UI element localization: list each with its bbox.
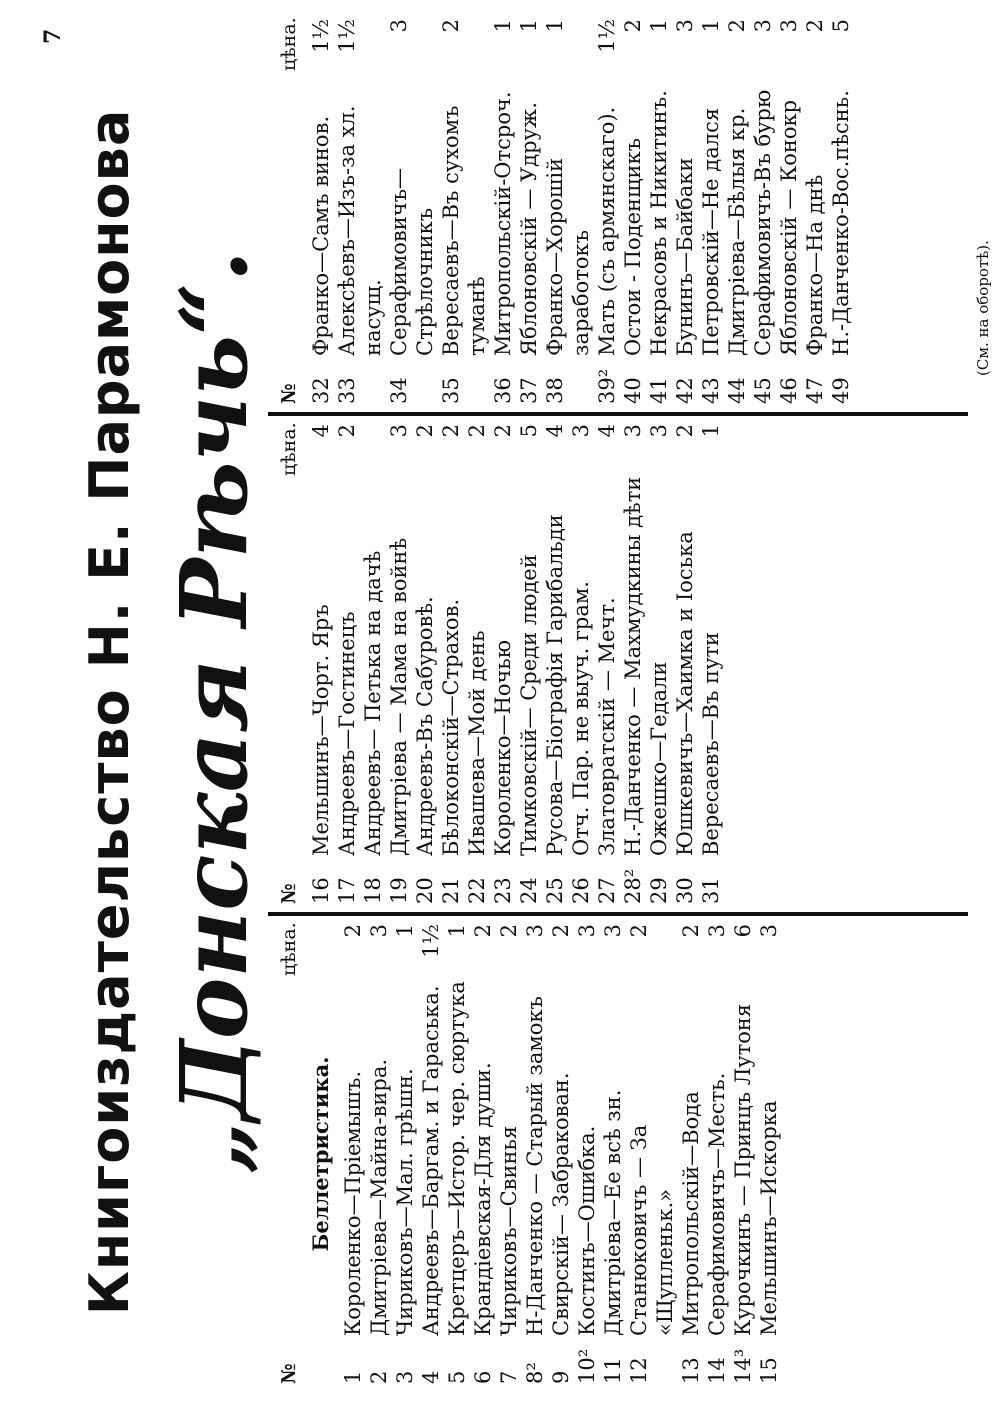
entry-title: Серафимовичъ—Месть.: [705, 1072, 729, 1336]
entry-price: 2: [413, 424, 437, 438]
entry-title: Короленко—Ночью: [491, 639, 515, 856]
entry-price: 4: [595, 424, 619, 438]
entry-price: 2: [465, 424, 489, 438]
list-item: [392, 924, 418, 1384]
entry-title: Костинъ—Ошибка.: [575, 1125, 599, 1336]
entry-price: 3: [777, 19, 801, 33]
entry-number: 13: [679, 1357, 703, 1384]
entry-title: Некрасовъ и Никитинъ.: [647, 90, 671, 356]
entry-number: 16: [309, 877, 333, 904]
entry-title: Кретцеръ—Истор. чер. сюртука: [445, 981, 469, 1336]
entry-number: 27: [595, 877, 619, 904]
entry-price: 1: [543, 19, 567, 33]
entry-price: 2: [621, 19, 645, 33]
list-item: [438, 19, 490, 404]
entry-number: 20: [413, 877, 437, 904]
entry-title: Дмитріева—Ее всѣ зн.: [601, 1089, 625, 1336]
entry-number: 34: [387, 377, 411, 404]
entry-list: [308, 19, 854, 404]
list-item: [516, 19, 542, 404]
entry-title: Дмитріева—Бѣлыя кр.: [725, 107, 749, 356]
entry-title: Яблоновскій — Конокр: [777, 99, 801, 356]
entry-price: 1: [647, 19, 671, 33]
entry-price: 3: [367, 924, 391, 938]
entry-title: Бунинъ—Байбаки: [673, 157, 697, 356]
entry-price: 1½: [419, 924, 443, 958]
column-header: [268, 19, 302, 404]
entry-title: Мельшинъ—Чорт. Яръ: [309, 604, 333, 856]
list-item: [594, 19, 620, 404]
list-item: [522, 924, 548, 1384]
entry-price: 2: [803, 19, 827, 33]
list-item: [594, 424, 620, 904]
price-header: цѣна.: [278, 17, 300, 71]
entry-number: 15: [757, 1357, 781, 1384]
entry-price: 2: [491, 424, 515, 438]
entry-title: Крандіевская-Для души.: [471, 1062, 495, 1336]
page-mark: 7: [40, 28, 66, 44]
entry-title: Серафимовичъ—Стрѣлочникъ: [387, 168, 437, 356]
entry-title: Чириковъ—Мал. грѣшн.: [393, 1068, 417, 1336]
list-item: [698, 424, 724, 904]
list-item: [704, 924, 730, 1384]
entry-price: 1: [699, 19, 723, 33]
entry-title: Чириковъ—Свинья: [497, 1125, 521, 1336]
list-item: [548, 924, 574, 1384]
entry-title: Н.-Данченко-Вос.пѣснь.: [829, 90, 853, 356]
list-item: [464, 424, 490, 904]
entry-title: Серафимовичъ-Въ бурю: [751, 89, 775, 356]
list-item: [646, 424, 672, 904]
entry-price: 2: [341, 924, 365, 938]
section-title: Беллетристика.: [308, 1056, 333, 1252]
list-item: [308, 19, 334, 404]
entry-number: 41: [647, 377, 671, 404]
entry-number: 37: [517, 377, 541, 404]
list-item: [366, 924, 392, 1384]
entry-price: 1: [445, 924, 469, 938]
entry-title: Вересаевъ—Въ пути: [699, 631, 723, 856]
list-item: [470, 924, 496, 1384]
entry-number: 17: [335, 877, 359, 904]
entry-price: 3: [751, 19, 775, 33]
entry-price: 1½: [335, 19, 359, 53]
list-item: [516, 424, 542, 904]
entry-price: 1: [517, 19, 541, 33]
entry-price: 2: [439, 424, 463, 438]
entry-price: 1½: [309, 19, 333, 53]
entry-title: Отч. Пар. не выуч. грам.: [569, 581, 593, 856]
list-item: [750, 19, 776, 404]
list-item: [678, 924, 704, 1384]
list-item: [600, 924, 626, 1384]
entry-title: Андреевъ—Баргам. и Гараська.: [419, 985, 443, 1336]
entry-title: Франко—На днѣ: [803, 174, 827, 356]
entry-title: Н.-Данченко — Махмудкины дѣти: [621, 476, 645, 856]
list-item: [620, 19, 646, 404]
entry-price: 2: [497, 924, 521, 938]
entry-title: Дмитріева—Майна-вира.: [367, 1058, 391, 1336]
list-item: [646, 19, 672, 404]
entry-price: 3: [647, 424, 671, 438]
entry-title: Андреевъ—Гостинецъ: [335, 611, 359, 856]
entry-price: 3: [575, 924, 599, 938]
entry-number: 42: [673, 377, 697, 404]
entry-price: 3: [387, 424, 411, 438]
entry-number: 31: [699, 877, 723, 904]
list-item: [756, 924, 782, 1384]
entry-title: Тимковскій— Среди людей: [517, 554, 541, 856]
entry-title: Дмитріева — Мама на войнѣ: [387, 537, 411, 856]
entry-number: 46: [777, 377, 801, 404]
entry-price: 4: [309, 424, 333, 438]
number-header: №: [278, 383, 300, 404]
entry-price: 2: [627, 924, 651, 938]
entry-number: 6: [471, 1370, 495, 1384]
entry-title: Андреевъ— Петька на дачѣ: [361, 550, 385, 856]
entry-number: 28²: [621, 868, 645, 904]
entry-title: Петровскій—Не дался: [699, 107, 723, 356]
entry-number: 14: [705, 1357, 729, 1384]
column-divider: [268, 412, 968, 416]
entry-price: 3: [757, 924, 781, 938]
entry-number: 25: [543, 877, 567, 904]
entry-title: Свирскій— Забракован.: [549, 1072, 573, 1336]
entry-list: [308, 424, 724, 904]
entry-title: Ожешко—Гедали: [647, 661, 671, 856]
column-header: [268, 424, 302, 904]
list-item: [386, 19, 438, 404]
entry-price: 5: [517, 424, 541, 438]
list-item: [568, 424, 594, 904]
entry-number: 47: [803, 377, 827, 404]
entry-number: 38: [543, 377, 567, 404]
entry-price: 1: [393, 924, 417, 938]
entry-price: 2: [673, 424, 697, 438]
list-item: [412, 424, 438, 904]
list-item: [698, 19, 724, 404]
list-item: [334, 424, 360, 904]
entry-number: 4: [419, 1370, 443, 1384]
entry-title: Франко—Хорошій заработокъ: [543, 157, 593, 356]
entry-number: 1: [341, 1370, 365, 1384]
list-item: [542, 424, 568, 904]
price-header: цѣна.: [278, 422, 300, 476]
entry-number: 12: [627, 1357, 651, 1384]
entry-title: Яблоновскій — Удруж.: [517, 102, 541, 356]
entry-number: 24: [517, 877, 541, 904]
list-item: [340, 924, 366, 1384]
entry-number: 26: [569, 877, 593, 904]
entry-number: 11: [601, 1357, 625, 1384]
entry-title: Н-Данченко — Старый замокъ: [523, 996, 547, 1336]
entry-price: 2: [679, 924, 703, 938]
list-item: [490, 19, 516, 404]
entry-price: 2: [549, 924, 573, 938]
list-item: [620, 424, 646, 904]
list-item: [802, 19, 828, 404]
entry-number: 35: [439, 377, 463, 404]
entry-title: Андреевъ-Въ Сабуровѣ.: [413, 596, 437, 856]
entry-price: 5: [829, 19, 853, 33]
entry-number: 43: [699, 377, 723, 404]
entry-price: 3: [387, 19, 411, 33]
entry-number: 45: [751, 377, 775, 404]
entry-price: [360, 424, 386, 476]
entry-title: Алексѣевъ—Изъ-за хл. насущ.: [335, 105, 385, 356]
entry-number: 19: [387, 877, 411, 904]
entry-number: 49: [829, 377, 853, 404]
list-item: [490, 424, 516, 904]
entry-number: 32: [309, 377, 333, 404]
list-item: [574, 924, 600, 1384]
entry-number: 22: [465, 877, 489, 904]
list-item: [672, 424, 698, 904]
list-item: [828, 19, 854, 404]
publication-logo: „Донская Рѣчь“.: [160, 250, 268, 1174]
entry-number: 21: [439, 877, 463, 904]
entry-title: Митропольскій-Отсроч.: [491, 91, 515, 356]
list-item: [308, 424, 334, 904]
entry-price: 3: [601, 924, 625, 938]
list-item: [334, 19, 386, 404]
entry-number: 8²: [523, 1362, 547, 1384]
list-item: [542, 19, 594, 404]
list-item: [724, 19, 750, 404]
entry-title: Ивашева—Мой день: [465, 630, 489, 856]
entry-title: Юшкевичъ—Хаимка и Іоська: [673, 531, 697, 856]
entry-number: 3: [393, 1370, 417, 1384]
entry-number: 7: [497, 1370, 521, 1384]
entry-title: Вересаевъ—Въ сухомъ туманѣ: [439, 105, 489, 356]
catalog-column-3: [268, 19, 854, 404]
entry-price: 3: [621, 424, 645, 438]
catalog-column-1: [268, 924, 782, 1384]
entry-price: 1½: [595, 19, 619, 53]
entry-price: 3: [569, 424, 593, 438]
list-item: [386, 424, 412, 904]
footnote: (См. на оборотѣ).: [974, 240, 992, 376]
entry-title: Мельшинъ—Искорка: [757, 1100, 781, 1336]
entry-number: 36: [491, 377, 515, 404]
entry-price: 1: [491, 19, 515, 33]
entry-number: 29: [647, 877, 671, 904]
entry-title: Остои - Поденщикъ: [621, 138, 645, 356]
entry-number: 10²: [575, 1348, 599, 1384]
entry-title: Митропольскій—Вода: [679, 1091, 703, 1336]
entry-number: 5: [445, 1370, 469, 1384]
list-item: [776, 19, 802, 404]
entry-number: 23: [491, 877, 515, 904]
entry-price: 3: [523, 924, 547, 938]
entry-title: Златовратскій — Мечт.: [595, 597, 619, 856]
price-header: цѣна.: [278, 922, 300, 976]
column-divider: [268, 912, 968, 916]
entry-number: 40: [621, 377, 645, 404]
list-item: [444, 924, 470, 1384]
entry-title: Русова—Біографія Гарибальди: [543, 514, 567, 856]
entry-number: 14³: [731, 1348, 755, 1384]
entry-price: 3: [705, 924, 729, 938]
number-header: №: [278, 883, 300, 904]
entry-title: Курочкинъ — Принцъ Лутоня: [731, 1003, 755, 1336]
entry-title: Мать (съ армянскаго).: [595, 106, 619, 356]
entry-number: 44: [725, 377, 749, 404]
entry-number: 33: [335, 377, 359, 404]
entry-price: 2: [335, 424, 359, 438]
list-item: [360, 424, 386, 904]
list-item: [496, 924, 522, 1384]
entry-title: Бѣлоконскій—Страхов.: [439, 598, 463, 856]
list-item: [438, 424, 464, 904]
entry-number: 2: [367, 1370, 391, 1384]
entry-number: 18: [361, 877, 385, 904]
column-header: [268, 924, 302, 1384]
entry-price: 2: [439, 19, 463, 33]
publisher-title: Книгоиздательство Н. Е. Парамонова: [78, 108, 141, 1316]
entry-list: [340, 924, 782, 1384]
number-header: №: [278, 1363, 300, 1384]
entry-title: Станюковичъ — За «Щупленьк.»: [627, 1124, 677, 1336]
list-item: [730, 924, 756, 1384]
entry-title: Франко—Самъ винов.: [309, 115, 333, 356]
entry-price: 6: [731, 924, 755, 938]
list-item: [626, 924, 678, 1384]
entry-price: 4: [543, 424, 567, 438]
entry-number: 39²: [595, 368, 619, 404]
entry-price: 3: [673, 19, 697, 33]
entry-number: 30: [673, 877, 697, 904]
entry-price: 2: [725, 19, 749, 33]
list-item: [418, 924, 444, 1384]
entry-price: 1: [699, 424, 723, 438]
list-item: [672, 19, 698, 404]
catalog-column-2: [268, 424, 724, 904]
entry-price: 2: [471, 924, 495, 938]
entry-title: Короленко—Пріемышъ.: [341, 1070, 365, 1336]
entry-number: 9: [549, 1370, 573, 1384]
